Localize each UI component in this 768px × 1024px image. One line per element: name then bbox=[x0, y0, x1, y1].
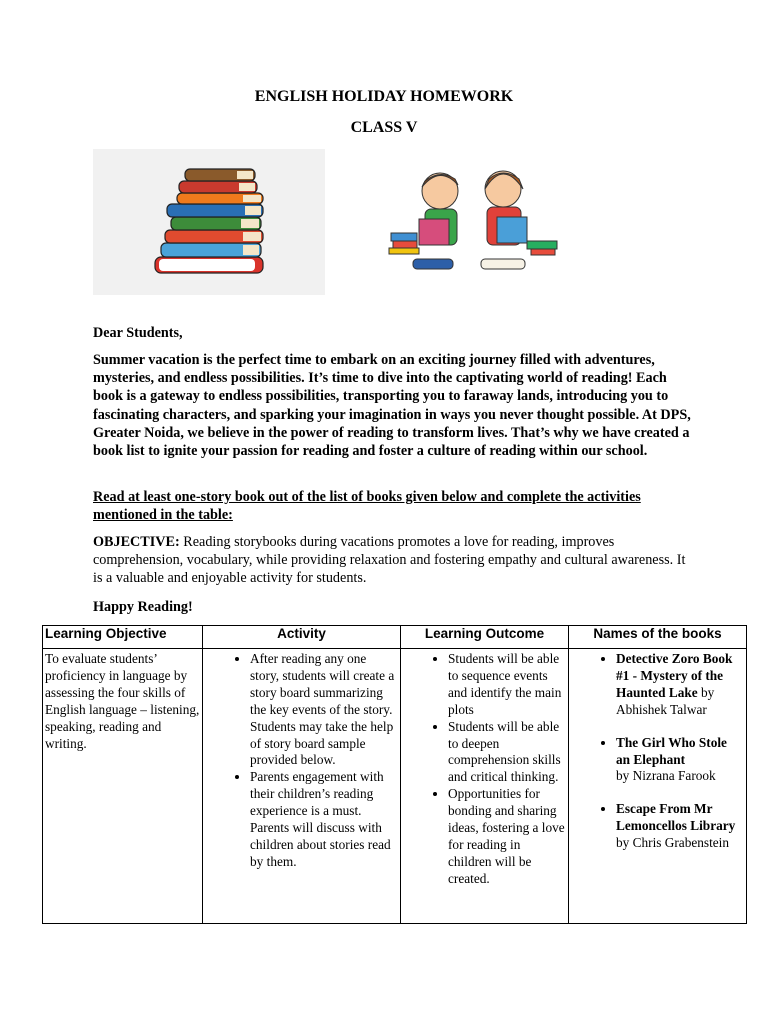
salutation: Dear Students, bbox=[93, 325, 183, 341]
objective-cell: To evaluate students’ proficiency in language by assessing the four skills of English language – listening, speaking, reading and writing. bbox=[43, 649, 203, 924]
header-learning-objective: Learning Objective bbox=[43, 626, 203, 649]
book-author: by Nizrana Farook bbox=[616, 768, 716, 784]
book-title: Detective Zoro Book #1 - Mystery of the Haunted Lake bbox=[616, 651, 733, 700]
document-title: ENGLISH HOLIDAY HOMEWORK bbox=[254, 88, 514, 105]
book-title: The Girl Who Stole an Elephant bbox=[616, 734, 727, 767]
instruction: Read at least one-story book out of the list of books given below and complete the activities mentioned in the table: bbox=[93, 489, 641, 524]
book-author: by Abhishek Talwar bbox=[616, 684, 715, 717]
table-header-row bbox=[43, 626, 747, 649]
outcome-item: • Students will be able to sequence events and identify the main plots bbox=[448, 651, 566, 719]
class-label: CLASS V bbox=[350, 119, 418, 136]
kids-reading-illustration bbox=[385, 149, 565, 295]
header-activity: Activity bbox=[203, 626, 401, 649]
book-stack-illustration bbox=[93, 149, 325, 295]
outcome-item: • Students will be able to deepen comprehension skills and critical thinking. bbox=[448, 719, 566, 787]
book-item bbox=[616, 735, 744, 786]
homework-table bbox=[42, 625, 747, 924]
closing-line: Happy Reading! bbox=[93, 599, 193, 615]
header-learning-outcome: Learning Outcome bbox=[401, 626, 569, 649]
activity-item: • After reading any one story, students will create a story board summarizing the key events of the story. Students may take the help of story board sample provided below. bbox=[250, 651, 398, 769]
objective-label: OBJECTIVE: bbox=[93, 534, 180, 550]
header-book-names: Names of the books bbox=[569, 626, 747, 649]
activity-cell bbox=[203, 649, 401, 924]
outcome-item: • Opportunities for bonding and sharing ideas, fostering a love for reading in children will be created. bbox=[448, 786, 566, 887]
book-item bbox=[616, 801, 744, 852]
activity-item: • Parents engagement with their children’s reading experience is a must. Parents will discuss with children about stories read by them. bbox=[250, 769, 398, 870]
outcome-cell bbox=[401, 649, 569, 924]
objective-paragraph bbox=[93, 533, 693, 588]
book-author: by Chris Grabenstein bbox=[616, 835, 730, 851]
books-cell bbox=[569, 649, 747, 924]
objective-text: Reading storybooks during vacations promotes a love for reading, improves comprehension, vocabulary, while providing relaxation and fostering empathy and cultural awareness. It is a valuable and enjoyable activity for students. bbox=[93, 534, 686, 587]
intro-paragraph: Summer vacation is the perfect time to embark on an exciting journey filled with adventures, mysteries, and endless possibilities. It’s time to dive into the captivating world of reading! Each book is a gateway to endless possibilities, transporting you to faraway lands, introducing you to fascinating characters, and sparking your imagination in ways you never thought possible. At DPS, Greater Noida, we believe in the power of reading to transform lives. That’s why we have created a book list to ignite your passion for reading and foster a culture of reading within our school. bbox=[93, 352, 691, 460]
book-title: Escape From Mr Lemoncellos Library bbox=[616, 801, 736, 834]
book-item bbox=[616, 651, 744, 719]
table-row bbox=[43, 649, 747, 924]
